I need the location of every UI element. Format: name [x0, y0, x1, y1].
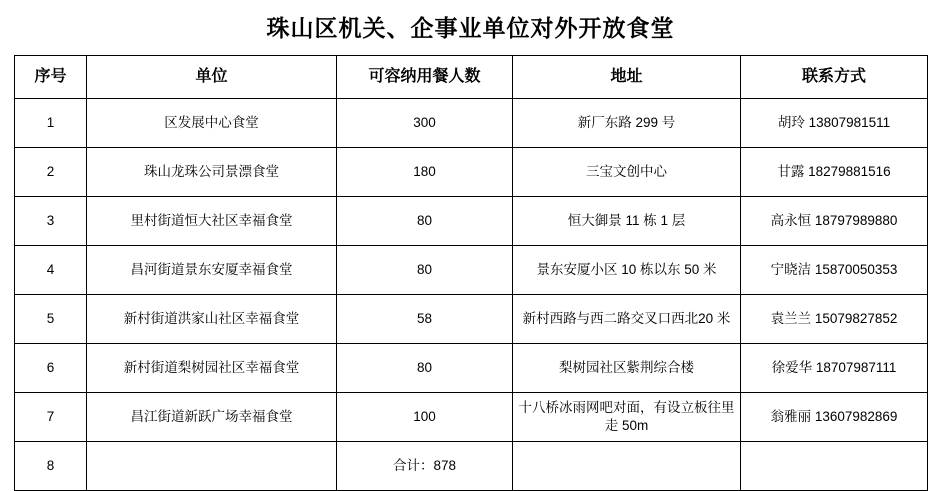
cell-no: 8 [15, 442, 87, 491]
table-row [15, 246, 928, 295]
page-title: 珠山区机关、企事业单位对外开放食堂 [266, 15, 675, 41]
cell-unit: 珠山龙珠公司景漂食堂 [87, 148, 337, 197]
cell-address: 新厂东路 299 号 [513, 99, 741, 148]
table-row [15, 295, 928, 344]
table-container [0, 55, 941, 491]
cell-no: 4 [15, 246, 87, 295]
cell-contact: 袁兰兰 15079827852 [741, 295, 928, 344]
table-row [15, 344, 928, 393]
table-row [15, 393, 928, 442]
column-header-address: 地址 [513, 56, 741, 99]
cell-unit: 昌河街道景东安厦幸福食堂 [87, 246, 337, 295]
cell-no: 5 [15, 295, 87, 344]
cell-no: 1 [15, 99, 87, 148]
cell-no: 2 [15, 148, 87, 197]
cell-contact: 宁晓洁 15870050353 [741, 246, 928, 295]
cell-capacity: 58 [337, 295, 513, 344]
cell-unit: 里村街道恒大社区幸福食堂 [87, 197, 337, 246]
cell-unit [87, 442, 337, 491]
table-header-row [15, 56, 928, 99]
cell-address: 三宝文创中心 [513, 148, 741, 197]
column-header-no: 序号 [15, 56, 87, 99]
cell-capacity: 80 [337, 246, 513, 295]
cell-contact [741, 442, 928, 491]
cell-contact: 甘露 18279881516 [741, 148, 928, 197]
cell-address: 十八桥冰雨网吧对面，有设立板往里走 50m [513, 393, 741, 442]
table-row [15, 148, 928, 197]
cell-address: 梨树园社区紫荆综合楼 [513, 344, 741, 393]
cell-capacity: 80 [337, 197, 513, 246]
cell-contact: 徐爱华 18707987111 [741, 344, 928, 393]
table-header [15, 56, 928, 99]
cell-no: 7 [15, 393, 87, 442]
table-row [15, 197, 928, 246]
column-header-capacity: 可容纳用餐人数 [337, 56, 513, 99]
cell-capacity: 180 [337, 148, 513, 197]
cell-capacity: 100 [337, 393, 513, 442]
cell-unit: 昌江街道新跃广场幸福食堂 [87, 393, 337, 442]
canteen-table [14, 55, 928, 491]
cell-contact: 翁雅丽 13607982869 [741, 393, 928, 442]
table-row-total [15, 442, 928, 491]
cell-unit: 新村街道梨树园社区幸福食堂 [87, 344, 337, 393]
cell-address [513, 442, 741, 491]
cell-contact: 高永恒 18797989880 [741, 197, 928, 246]
column-header-unit: 单位 [87, 56, 337, 99]
cell-contact: 胡玲 13807981511 [741, 99, 928, 148]
cell-no: 6 [15, 344, 87, 393]
cell-unit: 新村街道洪家山社区幸福食堂 [87, 295, 337, 344]
cell-no: 3 [15, 197, 87, 246]
table-row [15, 99, 928, 148]
cell-unit: 区发展中心食堂 [87, 99, 337, 148]
cell-capacity: 300 [337, 99, 513, 148]
cell-address: 恒大御景 11 栋 1 层 [513, 197, 741, 246]
cell-total: 合计：878 [337, 442, 513, 491]
cell-capacity: 80 [337, 344, 513, 393]
column-header-contact: 联系方式 [741, 56, 928, 99]
cell-address: 新村西路与西二路交叉口西北20 米 [513, 295, 741, 344]
table-body [15, 99, 928, 491]
cell-address: 景东安厦小区 10 栋以东 50 米 [513, 246, 741, 295]
